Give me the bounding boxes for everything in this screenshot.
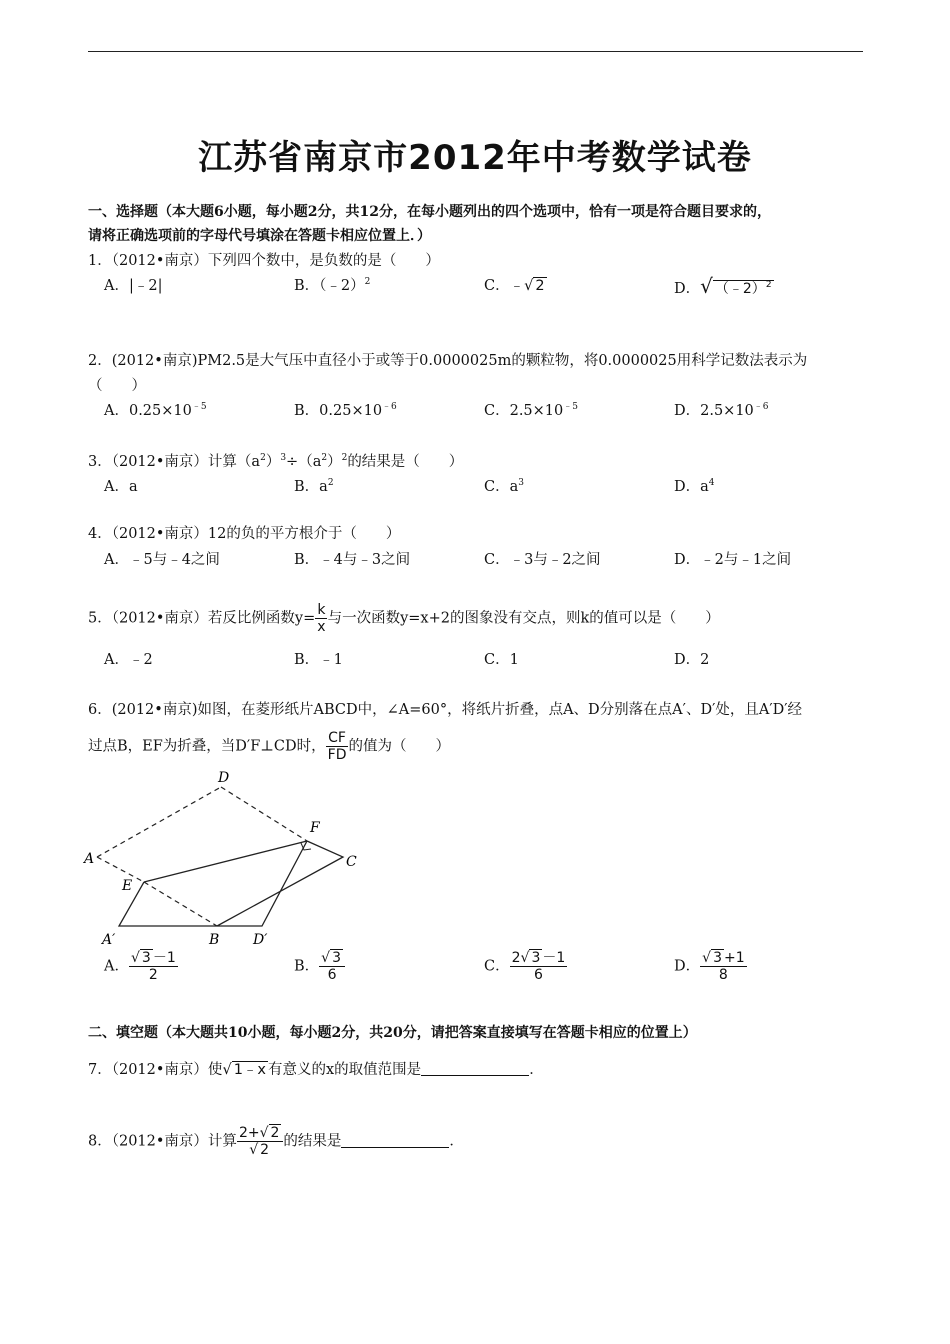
numerator xyxy=(700,950,746,967)
radicand-base: （﹣2） xyxy=(714,281,766,297)
question-3-option-a: A．a xyxy=(104,479,138,495)
option-exponent: ﹣5 xyxy=(563,402,578,412)
numerator xyxy=(129,950,178,967)
section-1-line-2: 请将正确选项前的字母代号填涂在答题卡相应位置上．） xyxy=(88,228,431,244)
fraction xyxy=(237,1125,283,1158)
option-exponent: ﹣6 xyxy=(753,402,769,412)
page-title: 江苏省南京市2012年中考数学试卷 xyxy=(198,138,752,178)
option-text: B．a xyxy=(294,479,328,495)
sqrt-expression: √ 2 xyxy=(524,278,545,294)
stem-part: 3．（2012•南京）计算（a xyxy=(88,454,261,470)
stem-exponent: 3 xyxy=(280,453,287,463)
radicand: 3 xyxy=(713,950,722,966)
fraction xyxy=(700,950,746,983)
question-4-option-b: B．﹣4与﹣3之间 xyxy=(294,552,411,568)
option-text: D．a xyxy=(674,479,709,495)
stem-exponent: 2 xyxy=(341,453,348,463)
label-a: A xyxy=(84,851,95,867)
stem-part: 8．（2012•南京）计算 xyxy=(88,1133,237,1150)
denominator: 6 xyxy=(533,967,543,983)
option-exponent: 2 xyxy=(327,478,334,488)
label-d: D xyxy=(218,770,230,786)
sqrt-expression: √ 3 xyxy=(130,950,151,966)
question-4-stem: 4．（2012•南京）12的负的平方根介于（ ） xyxy=(88,526,401,542)
question-4-option-c: C．﹣3与﹣2之间 xyxy=(484,552,601,568)
label-f: F xyxy=(310,820,320,836)
stem-part: 与一次函数y=x+2的图象没有交点，则k的值可以是（ ） xyxy=(327,610,720,627)
question-5-option-b: B．﹣1 xyxy=(294,652,343,668)
question-8-stem xyxy=(88,1125,464,1158)
fold-line-ef xyxy=(144,841,307,882)
option-exponent: 3 xyxy=(518,478,524,488)
numerator-prefix: 2+ xyxy=(238,1125,260,1141)
stem-part: ） xyxy=(265,454,281,470)
question-4-option-d: D．﹣2与﹣1之间 xyxy=(674,552,792,568)
stem-end: ． xyxy=(529,1062,544,1078)
sqrt-expression: √ 3 xyxy=(321,950,341,966)
label-c: C xyxy=(346,854,357,870)
question-7-stem xyxy=(88,1060,544,1080)
denominator xyxy=(247,1142,273,1158)
radicand: 1﹣x xyxy=(233,1062,266,1078)
fraction xyxy=(319,950,345,983)
denominator: 8 xyxy=(718,967,728,983)
stem-part: ÷（a xyxy=(286,454,322,470)
fraction xyxy=(129,950,178,983)
question-5-option-c: C．1 xyxy=(484,652,519,668)
option-label: D． xyxy=(674,958,701,975)
question-5-option-d: D．2 xyxy=(674,652,710,668)
answer-blank[interactable] xyxy=(421,1061,529,1076)
sqrt-expression: √ 2 xyxy=(259,1125,280,1141)
sqrt-expression: √ 1﹣x xyxy=(222,1062,266,1078)
option-label: C． xyxy=(484,958,510,975)
option-text: C．2.5×10 xyxy=(484,403,564,419)
option-text: B．0.25×10 xyxy=(294,403,383,419)
solid-side-fcb xyxy=(217,841,343,926)
section-1-line-1: 一、选择题（本大题6小题，每小题2分，共12分，在每小题列出的四个选项中，恰有一项是符合题目要求的， xyxy=(88,204,771,220)
numerator-rest: －1 xyxy=(542,950,566,966)
question-6-option-b xyxy=(294,950,345,983)
stem-part: 的结果是 xyxy=(283,1133,342,1150)
radicand: 3 xyxy=(141,950,151,966)
option-exponent: ﹣5 xyxy=(191,402,207,412)
option-exponent: ﹣6 xyxy=(382,402,397,412)
option-text: A．0.25×10 xyxy=(104,403,192,419)
option-b-exponent: 2 xyxy=(364,277,371,287)
coefficient: 2 xyxy=(511,950,521,966)
numerator xyxy=(510,950,568,967)
question-5-option-a: A．﹣2 xyxy=(104,652,153,668)
stem-part: 5．（2012•南京）若反比例函数y= xyxy=(88,610,316,627)
option-text: D．2.5×10 xyxy=(674,403,754,419)
option-label: B． xyxy=(294,958,320,975)
numerator xyxy=(319,950,345,967)
radicand: 2 xyxy=(270,1125,280,1141)
question-6-option-c xyxy=(484,950,567,983)
radicand: 3 xyxy=(531,950,541,966)
question-1-option-a: A．|﹣2| xyxy=(104,278,163,294)
numerator-rest: +1 xyxy=(723,950,745,966)
stem-part: ） xyxy=(327,454,342,470)
sqrt-expression: √ 2 xyxy=(249,1142,270,1158)
question-6-option-d xyxy=(674,950,747,983)
label-a-prime: A′ xyxy=(102,932,116,948)
option-label: A． xyxy=(104,958,129,975)
dashed-side-ae xyxy=(97,857,144,882)
stem-part: 的结果是（ ） xyxy=(347,454,464,470)
radicand: 2 xyxy=(535,278,545,294)
stem-part: 有意义的x的取值范围是 xyxy=(268,1062,422,1078)
stem-end: ． xyxy=(449,1133,464,1150)
numerator: k xyxy=(317,602,326,618)
fraction xyxy=(510,950,568,983)
radicand: 3 xyxy=(332,950,341,966)
question-2-stem-line-1: 2．(2012•南京)PM2.5是大气压中直径小于或等于0.0000025m的颗粒物，将0.0000025用科学记数法表示为 xyxy=(88,353,808,369)
option-d-prefix: D． xyxy=(674,281,701,297)
label-d-prime: D′ xyxy=(253,932,268,948)
question-4-option-a: A．﹣5与﹣4之间 xyxy=(104,552,220,568)
label-e: E xyxy=(122,878,133,894)
sqrt-expression: √ 3 xyxy=(520,950,541,966)
option-exponent: 4 xyxy=(708,478,715,488)
option-text: C．a xyxy=(484,479,519,495)
question-2-stem-line-2: （ ） xyxy=(88,378,146,394)
numerator: CF xyxy=(328,730,346,746)
section-2-heading: 二、填空题（本大题共10小题，每小题2分，共20分，请把答案直接填写在答题卡相应的位置上） xyxy=(88,1025,697,1041)
label-b: B xyxy=(209,932,220,948)
stem-exponent: 2 xyxy=(321,453,328,463)
denominator: x xyxy=(317,619,326,635)
dashed-side-ad xyxy=(97,787,221,857)
numerator xyxy=(237,1125,283,1142)
dashed-side-eb xyxy=(144,882,217,926)
question-1-stem: 1．（2012•南京）下列四个数中，是负数的是（ ） xyxy=(88,253,440,269)
stem-part: 的值为（ ） xyxy=(348,738,450,755)
question-6-stem-line-1: 6．(2012•南京)如图，在菱形纸片ABCD中，∠A=60°，将纸片折叠，点A、D分别落在点A′、D′处，且A′D′经 xyxy=(88,702,803,718)
stem-exponent: 2 xyxy=(260,453,266,463)
dashed-side-df xyxy=(221,787,307,841)
stem-part: 7．（2012•南京）使 xyxy=(88,1062,223,1078)
answer-blank[interactable] xyxy=(341,1133,449,1148)
numerator-rest: －1 xyxy=(152,950,176,966)
sqrt-expression: √ 3 xyxy=(702,950,722,966)
question-6-option-a xyxy=(104,950,178,983)
denominator: 2 xyxy=(148,967,158,983)
radicand: 2 xyxy=(260,1142,270,1158)
option-b-base: B．（﹣2） xyxy=(294,278,365,294)
denominator: 6 xyxy=(327,967,337,983)
denominator: FD xyxy=(327,747,347,763)
stem-part: 过点B，EF为折叠，当D′F⊥CD时， xyxy=(88,738,326,755)
radicand-exponent: 2 xyxy=(765,280,772,290)
sqrt-expression: √ （﹣2）$^2$ xyxy=(700,274,772,298)
option-c-prefix: C．﹣ xyxy=(484,278,525,294)
